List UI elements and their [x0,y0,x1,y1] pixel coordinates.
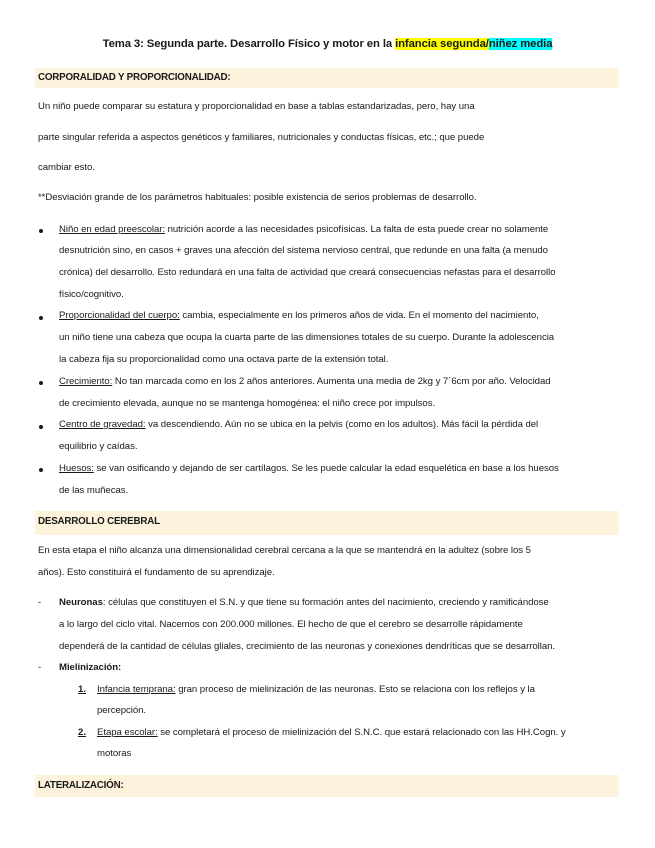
bullet-text: cambia, especialmente en los primeros años de vida. En el momento del nacimiento, [179,310,539,321]
intro-line: parte singular referida a aspectos genéticos y familiares, nutricionales y conductas físicas, etc.; que puede [38,132,485,143]
bullet-term: Crecimiento: [59,376,113,387]
intro-line: En esta etapa el niño alcanza una dimensionalidad cerebral cercana a la que se mantendrá en la adultez (sobre los 5 [38,545,531,556]
bullet-text: de las muñecas. [59,485,129,496]
bullet-text: físico/cognitivo. [59,289,124,300]
dash-marker: - [38,597,42,608]
bullet-dot [39,316,43,320]
numbered-text: gran proceso de mielinización de las neuronas. Esto se relaciona con los reflejos y la [175,684,535,695]
bullet-text: No tan marcada como en los 2 años anteriores. Aumenta una media de 2kg y 7´6cm por año. Velocidad [112,376,551,387]
bullet-dot [39,425,43,429]
bullet-item-preescolar [59,224,548,235]
intro-line: años). Esto constituirá el fundamento de su aprendizaje. [38,567,275,578]
dash-text: : células que constituyen el S.N. y que tiene su formación antes del nacimiento, creciendo y ramificándose [102,597,549,608]
bullet-term: Centro de gravedad: [59,419,146,430]
bullet-text: se van osificando y dejando de ser cartílagos. Se les puede calcular la edad esquelética en base a los huesos [93,463,559,474]
bullet-term: Niño en edad preescolar: [59,224,165,235]
section-header-corporalidad: CORPORALIDAD Y PROPORCIONALIDAD: [35,68,619,88]
bullet-text: desnutrición sino, en casos + graves una afección del sistema nervioso central, que redunde en una falta (a menudo [59,245,548,256]
numbered-term: Infancia temprana: [97,684,176,695]
title-highlight-cyan: niñez media [488,38,553,50]
dash-term: Mielinización: [59,662,122,673]
bullet-text: crónica) del desarrollo. Esto redundará en una falta de actividad que creará consecuencias nefastas para el desarrollo [59,267,556,278]
dash-term: Neuronas [59,597,103,608]
bullet-text: nutrición acorde a las necesidades psicofísicas. La falta de esta puede crear no solamente [165,224,549,235]
bullet-item-gravedad [59,419,538,430]
bullet-text: la cabeza fija su proporcionalidad como una octava parte de la extensión total. [59,354,389,365]
dash-item-mielinizacion [59,662,121,673]
dash-text: dependerá de la cantidad de células gliales, crecimiento de las neuronas y conexiones dendríticas que se desarrollan. [59,641,556,652]
numbered-marker: 2. [78,727,87,738]
numbered-item-infancia [97,684,535,695]
numbered-text: se completará el proceso de mielinización del S.N.C. que estará relacionado con las HH.Cogn. y [157,727,566,738]
title-highlight-yellow: infancia segunda/ [395,38,489,50]
dash-marker: - [38,662,42,673]
dash-item-neuronas [59,597,549,608]
bullet-text: de crecimiento elevada, aunque no se mantenga homogénea: el niño crece por impulsos. [59,398,436,409]
page-title [0,38,655,50]
bullet-item-huesos [59,463,559,474]
bullet-dot [39,468,43,472]
numbered-item-escolar [97,727,566,738]
bullet-item-proporcionalidad [59,310,539,321]
bullet-term: Proporcionalidad del cuerpo: [59,310,180,321]
bullet-dot [39,229,43,233]
bullet-text: va descendiendo. Aún no se ubica en la pelvis (como en los adultos). Más fácil la pérdida del [145,419,539,430]
numbered-term: Etapa escolar: [97,727,158,738]
bullet-dot [39,381,43,385]
bullet-text: equilibrio y caídas. [59,441,138,452]
note-line: **Desviación grande de los parámetros habituales: posible existencia de serios problemas de desarrollo. [38,192,477,203]
bullet-term: Huesos: [59,463,94,474]
intro-line: cambiar esto. [38,162,95,173]
section-header-cerebral: DESARROLLO CEREBRAL [35,511,619,535]
numbered-text: motoras [97,748,132,759]
intro-line: Un niño puede comparar su estatura y proporcionalidad en base a tablas estandarizadas, pero, hay una [38,101,475,112]
section-header-lateralizacion: LATERALIZACIÓN: [35,775,619,797]
bullet-text: un niño tiene una cabeza que ocupa la cuarta parte de las dimensiones totales de su cuerpo. Durante la adolescencia [59,332,555,343]
bullet-item-crecimiento [59,376,551,387]
numbered-text: percepción. [97,705,147,716]
dash-text: a lo largo del ciclo vital. Nacemos con 200.000 millones. El hecho de que el cerebro se desarrolle rápidamente [59,619,523,630]
title-prefix: Tema 3: Segunda parte. Desarrollo Físico y motor en la [102,38,396,50]
numbered-marker: 1. [78,684,87,695]
